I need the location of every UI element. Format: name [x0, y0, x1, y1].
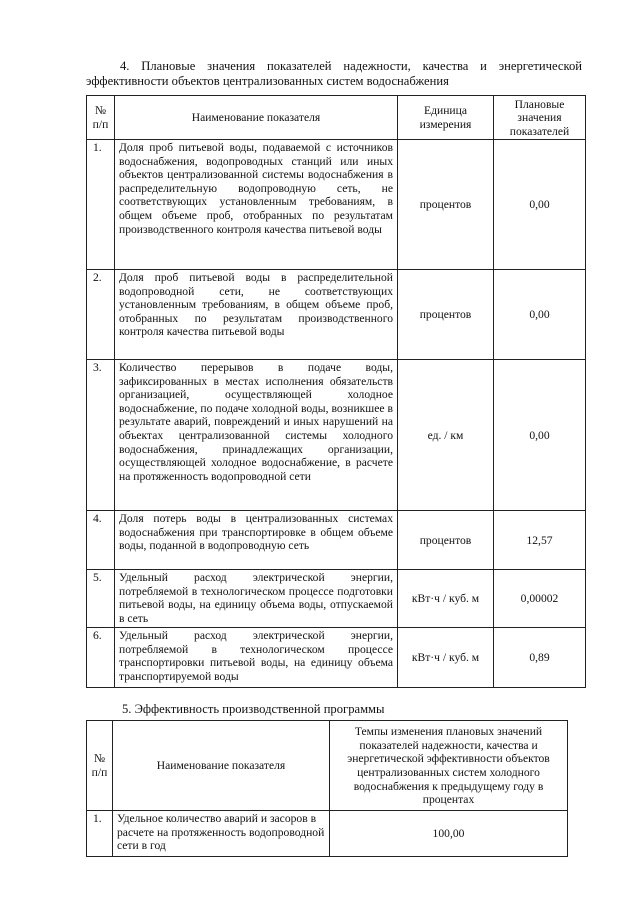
table-row	[87, 140, 586, 270]
section-4-title: 4. Плановые значения показателей надежности, качества и энергетической эффективности объектов централизованных систем водоснабжения	[86, 59, 582, 88]
row-value: 0,00002	[494, 570, 586, 628]
header-name: Наименование показателя	[113, 721, 330, 811]
header-num: № п/п	[87, 721, 113, 811]
row-name: Доля проб питьевой воды, подаваемой с источников водоснабжения, водопроводных станций или иных объектов централизованной системы водоснабжения в распределительную водопроводную сеть, не соответствующих установленным требованиям, в общем объеме проб, отобранных по результатам производственного контроля качества питьевой воды	[115, 140, 398, 270]
reliability-indicators-table	[86, 95, 586, 688]
header-value: Темпы изменения плановых значений показателей надежности, качества и энергетической эффективности объектов централизованных систем холодного водоснабжения к предыдущему году в процентах	[330, 721, 568, 811]
row-value: 0,00	[494, 270, 586, 360]
row-value: 0,89	[494, 628, 586, 688]
row-name: Удельное количество аварий и засоров в расчете на протяженность водопроводной сети в год	[113, 811, 330, 857]
header-value: Плановые значения показателей	[494, 96, 586, 140]
table-row	[87, 270, 586, 360]
row-unit: кВт·ч / куб. м	[398, 570, 494, 628]
table-row	[87, 628, 586, 688]
header-num: № п/п	[87, 96, 115, 140]
row-value: 12,57	[494, 511, 586, 570]
row-unit: ед. / км	[398, 360, 494, 511]
row-value: 100,00	[330, 811, 568, 857]
table-row	[87, 811, 568, 857]
row-value: 0,00	[494, 360, 586, 511]
header-name: Наименование показателя	[115, 96, 398, 140]
row-num: 5.	[87, 570, 115, 628]
row-num: 4.	[87, 511, 115, 570]
row-name: Доля проб питьевой воды в распределительной водопроводной сети, не соответствующих установленным требованиям, в общем объеме проб, отобранных по результатам производственного контроля качества питьевой воды	[115, 270, 398, 360]
table-row	[87, 360, 586, 511]
row-name: Количество перерывов в подаче воды, зафиксированных в местах исполнения обязательств организацией, осуществляющей холодное водоснабжение, по подаче холодной воды, возникшее в результате аварий, повреждений и иных нарушений на объектах централизованной системы холодного водоснабжения, принадлежащих организации, осуществляющей холодное водоснабжение, в расчете на протяженность водопроводной сети	[115, 360, 398, 511]
row-unit: процентов	[398, 140, 494, 270]
table-header-row	[87, 721, 568, 811]
row-name: Доля потерь воды в централизованных системах водоснабжения при транспортировке в общем объеме воды, поданной в водопроводную сеть	[115, 511, 398, 570]
row-unit: процентов	[398, 270, 494, 360]
row-unit: процентов	[398, 511, 494, 570]
row-num: 2.	[87, 270, 115, 360]
table-row	[87, 511, 586, 570]
row-num: 1.	[87, 811, 113, 857]
row-num: 1.	[87, 140, 115, 270]
program-efficiency-table	[86, 720, 568, 857]
section-5-title: 5. Эффективность производственной программы	[122, 702, 385, 716]
row-name: Удельный расход электрической энергии, потребляемой в технологическом процессе подготовки питьевой воды, на единицу объема воды, отпускаемой в сеть	[115, 570, 398, 628]
header-unit: Единица измерения	[398, 96, 494, 140]
table-row	[87, 570, 586, 628]
row-unit: кВт·ч / куб. м	[398, 628, 494, 688]
row-value: 0,00	[494, 140, 586, 270]
row-name: Удельный расход электрической энергии, потребляемой в технологическом процессе транспортировки питьевой воды, на единицу объема транспортируемой воды	[115, 628, 398, 688]
row-num: 6.	[87, 628, 115, 688]
table-header-row	[87, 96, 586, 140]
row-num: 3.	[87, 360, 115, 511]
